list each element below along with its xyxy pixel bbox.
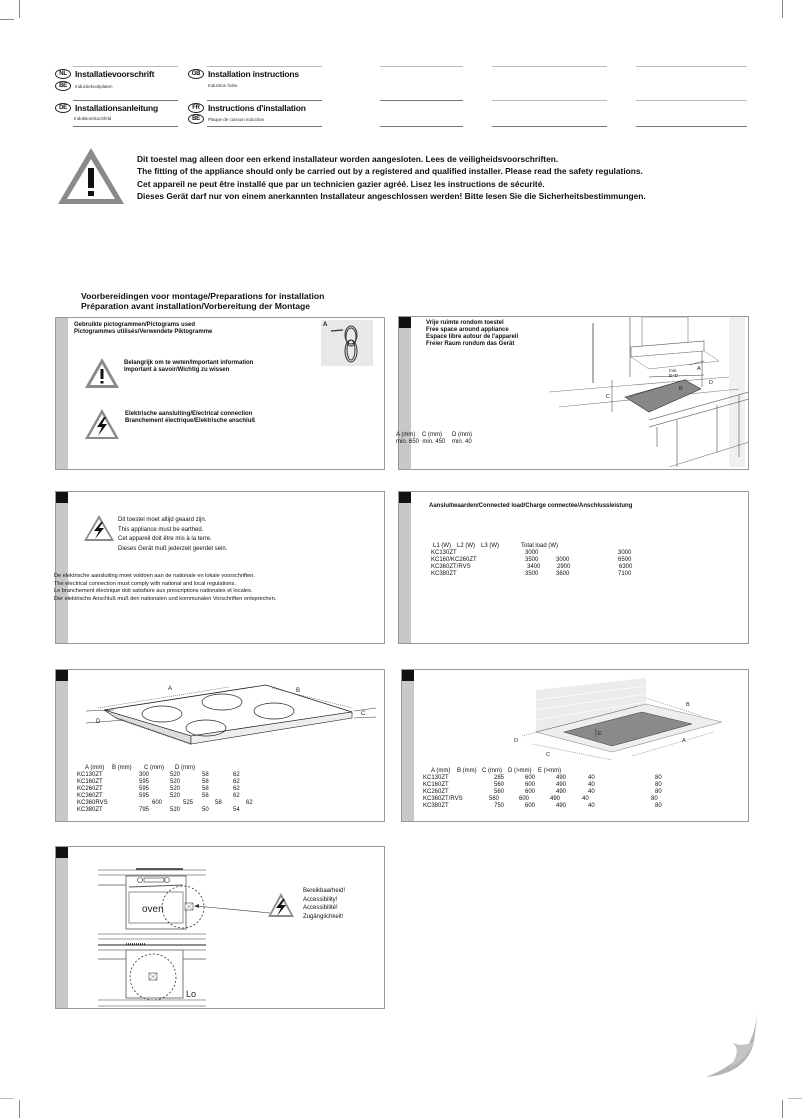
connected-load-title: Aansluitwaarden/Connected load/Charge connectée/Anschlussleistung <box>429 503 633 509</box>
l2-value: 3000 <box>556 557 570 563</box>
pictograms-title-line1: Gebruikte pictogrammen/Pictograms used <box>74 322 196 328</box>
pictogram-important-line1: Belangrijk om te weten/Important information <box>124 360 254 366</box>
b-value: 520 <box>170 807 181 813</box>
svg-text:A: A <box>697 366 701 372</box>
model: KC160ZT <box>423 782 449 788</box>
c-value: 490 <box>556 789 567 795</box>
pictogram-electrical <box>125 411 255 425</box>
brand-swoosh-icon <box>700 1005 765 1085</box>
c-value: 58 <box>202 786 209 792</box>
model: KC130ZT <box>431 550 457 556</box>
e-value: 80 <box>655 782 662 788</box>
accessibility-diagram <box>86 857 386 1007</box>
header-c: C (mm) <box>482 768 502 774</box>
svg-text:D: D <box>96 719 101 725</box>
section-title-line1: Voorbereidingen voor montage/Preparations for installation <box>81 291 325 301</box>
cable-icon <box>329 323 369 365</box>
b-value: 520 <box>170 779 181 785</box>
svg-text:Lo: Lo <box>186 989 197 999</box>
c-value: 490 <box>556 803 567 809</box>
c-value: 58 <box>202 772 209 778</box>
a-value: 595 <box>139 779 150 785</box>
table-row <box>423 796 683 803</box>
d-value: 62 <box>233 772 240 778</box>
header-total: Total load (W) <box>521 543 559 549</box>
crop-mark <box>782 1100 783 1118</box>
warning-line-nl: Dit toestel mag alleen door een erkend installateur worden aangesloten. Lees de veiligheidsvoorschriften. <box>137 154 559 164</box>
regulation-fr: Le branchement électrique doit satisfaire aux prescriptions nationales et locales. <box>54 588 253 595</box>
header-e: E (>mm) <box>538 768 562 774</box>
nl-badge: NL <box>55 69 71 79</box>
table-row <box>77 779 277 786</box>
hob-dimensions-table <box>77 765 277 814</box>
e-value: 80 <box>655 789 662 795</box>
model: KC260ZT <box>77 786 103 792</box>
section-title-line2: Préparation avant installation/Vorbereitung der Montage <box>81 301 311 311</box>
e-value: 80 <box>655 775 662 781</box>
header-d: D (>mm) <box>508 768 532 774</box>
model: KC360ZT <box>77 793 103 799</box>
crop-mark <box>0 1098 14 1099</box>
b-value: 600 <box>525 775 536 781</box>
model: KC130ZT <box>423 775 449 781</box>
de-badge: DE <box>55 103 71 113</box>
d-value: 40 <box>588 782 595 788</box>
d-value: 40 <box>588 803 595 809</box>
c-value: 50 <box>202 807 209 813</box>
electrical-regulations <box>54 573 276 604</box>
c-value: 490 <box>556 782 567 788</box>
accessibility-line-fr: Accessibilité! <box>303 905 338 911</box>
d-value: 62 <box>233 793 240 799</box>
c-value: 58 <box>202 793 209 799</box>
d-value: 62 <box>233 779 240 785</box>
table-row <box>423 782 683 789</box>
pictogram-important-line2: Important à savoir/Wichtig zu wissen <box>124 367 230 373</box>
model: KC380ZT <box>77 807 103 813</box>
free-space-line-fr: Espace libre autour de l'appareil <box>426 334 519 340</box>
crop-mark <box>19 0 20 18</box>
free-space-line-de: Freier Raum rundum das Gerät <box>426 341 515 347</box>
table-row <box>423 775 683 782</box>
header-l3: L3 (W) <box>481 543 499 549</box>
accessibility-panel <box>55 846 385 1009</box>
b-value: 600 <box>525 803 536 809</box>
de-subtitle: Induktionskochfeld <box>74 116 112 121</box>
total-value: 7100 <box>618 571 632 577</box>
cutout-diagram <box>502 674 722 762</box>
svg-text:B+D: B+D <box>669 373 678 378</box>
d-value: 54 <box>233 807 240 813</box>
model: KC380ZT <box>423 803 449 809</box>
e-value: 80 <box>655 803 662 809</box>
table-row <box>431 564 691 571</box>
free-space-line-nl: Vrije ruimte rondom toestel <box>426 320 504 326</box>
table-row <box>423 803 683 810</box>
header-c: C (mm) <box>422 432 443 438</box>
table-row <box>431 550 691 557</box>
electrical-hazard-icon <box>84 408 120 440</box>
a-value: 595 <box>139 786 150 792</box>
header-d: D (mm) <box>175 765 195 771</box>
warning-line-en: The fitting of the appliance should only be carried out by a registered and qualified installer. Please read the safety regulations. <box>137 166 643 177</box>
model: KC130ZT <box>77 772 103 778</box>
cable-label: A <box>323 322 328 328</box>
connected-load-panel <box>398 491 749 644</box>
regulation-nl: De elektrische aansluiting moet voldoen aan de nationale en lokale voorschriften. <box>54 573 255 579</box>
pictogram-electrical-line2: Branchement électrique/Elektrische anschluß <box>125 418 256 424</box>
table-header <box>423 768 683 775</box>
l2-value: 3600 <box>556 571 570 577</box>
table-row <box>423 789 683 796</box>
svg-text:C: C <box>361 711 366 717</box>
hob-dimensions-diagram <box>86 678 376 758</box>
regulation-en: The electrical connection must comply with national and local regulations. <box>54 580 236 587</box>
fr-subtitle: Plaque de cuisson induction <box>208 116 265 122</box>
d-value: 62 <box>233 786 240 792</box>
e-value: 80 <box>651 796 658 802</box>
free-space-headers <box>396 432 472 439</box>
electrical-hazard-icon <box>83 514 115 542</box>
crop-mark <box>782 0 783 18</box>
header-b: B (mm) <box>112 765 132 771</box>
table-header <box>77 765 277 772</box>
b-value: 520 <box>170 772 181 778</box>
language-de <box>55 103 158 113</box>
svg-text:B: B <box>679 386 683 392</box>
header-a: A (mm) <box>431 768 451 774</box>
crop-mark <box>0 19 14 20</box>
model: KC380ZT <box>431 571 457 577</box>
svg-text:C: C <box>606 394 610 400</box>
free-space-values <box>396 432 472 446</box>
d-value: 40 <box>588 789 595 795</box>
total-value: 6300 <box>619 564 633 570</box>
b-value: 600 <box>525 789 536 795</box>
table-row <box>77 807 277 814</box>
language-be-fr <box>188 114 264 124</box>
svg-text:D: D <box>709 380 713 386</box>
d-value: 40 <box>588 775 595 781</box>
earthing-line-de: Dieses Gerät muß jederzeit geerdet sein. <box>118 545 228 552</box>
value-a: min. 650 <box>396 439 420 446</box>
svg-text:A: A <box>168 686 173 692</box>
b-value: 520 <box>170 793 181 799</box>
language-be <box>55 81 113 91</box>
warning-triangle-icon <box>56 146 126 206</box>
a-value: 560 <box>494 789 505 795</box>
warning-line-de: Dieses Gerät darf nur von einem anerkannten Installateur angeschlossen werden! Bitte lesen Sie die Sicherheitsbestimmungen. <box>137 191 646 202</box>
a-value: 560 <box>494 782 505 788</box>
svg-text:D: D <box>514 738 518 744</box>
d-value: 40 <box>582 796 589 802</box>
nl-subtitle: Inductiekookplaten <box>75 83 113 89</box>
regulation-de: Der elektrische Anschluß muß den nationalen und kommunalen Vorschriften entsprechen. <box>54 596 277 603</box>
free-space-panel <box>398 316 749 470</box>
svg-text:oven: oven <box>142 904 164 915</box>
header-l2: L2 (W) <box>457 543 475 549</box>
pictogram-important <box>124 360 253 374</box>
pictogram-electrical-line1: Elektrische aansluiting/Electrical connection <box>125 411 253 417</box>
pictograms-title <box>74 322 212 336</box>
pictograms-title-line2: Pictogrammes utilisés/Verwendete Piktogramme <box>74 329 213 335</box>
earthing-panel <box>55 491 385 644</box>
pictograms-panel <box>55 317 385 470</box>
table-row <box>431 557 691 564</box>
table-row <box>77 793 277 800</box>
free-space-minimums <box>396 439 472 446</box>
be-badge: BE <box>55 81 71 91</box>
crop-mark <box>19 1100 20 1118</box>
safety-warning <box>137 153 646 203</box>
header-a: A (mm) <box>396 432 416 438</box>
d-value: 62 <box>246 800 253 806</box>
header-a: A (mm) <box>85 765 105 771</box>
total-value: 3000 <box>618 550 632 556</box>
accessibility-notice <box>303 887 345 921</box>
svg-text:E: E <box>598 731 602 737</box>
l1-value: 3400 <box>527 564 541 570</box>
model: KC260ZT <box>423 789 449 795</box>
a-value: 600 <box>152 800 163 806</box>
cutout-table <box>423 768 683 810</box>
a-value: 300 <box>139 772 150 778</box>
warning-triangle-icon <box>84 357 120 389</box>
gb-badge: GB <box>188 69 204 79</box>
header-l1: L1 (W) <box>433 543 451 549</box>
earthing-line-fr: Cet appareil doit être mis à la terre. <box>118 536 212 543</box>
nl-title: Installatievoorschrift <box>75 69 155 79</box>
table-row <box>77 772 277 779</box>
c-value: 490 <box>550 796 561 802</box>
header-c: C (mm) <box>144 765 164 771</box>
svg-text:C: C <box>546 752 550 758</box>
b-value: 600 <box>525 782 536 788</box>
fr-badge: FR <box>188 103 204 113</box>
connected-load-table <box>431 543 691 578</box>
hob-dimensions-panel <box>55 669 385 822</box>
c-value: 58 <box>202 779 209 785</box>
accessibility-line-nl: Bereikbaarheid! <box>303 888 346 894</box>
model: KC360ZT/RVS <box>423 796 463 802</box>
l1-value: 3500 <box>525 557 539 563</box>
language-gb <box>188 69 299 79</box>
gb-title: Installation instructions <box>208 69 299 79</box>
model: KC160/KC260ZT <box>431 557 477 563</box>
c-value: 58 <box>215 800 222 806</box>
model: KC160ZT <box>77 779 103 785</box>
cutout-panel <box>401 669 749 822</box>
a-value: 750 <box>494 803 505 809</box>
svg-text:B: B <box>296 688 301 694</box>
table-row <box>77 786 277 793</box>
earthing-line-nl: Dit toestel moet altijd geaard zijn. <box>118 517 207 523</box>
earthing-line-en: This appliance must be earthed. <box>118 526 204 533</box>
accessibility-line-en: Accessibility! <box>303 896 338 903</box>
a-value: 560 <box>489 796 500 802</box>
accessibility-line-de: Zugänglichkeit! <box>303 913 344 920</box>
b-value: 600 <box>519 796 530 802</box>
a-value: 595 <box>139 793 150 799</box>
gb-subtitle: Induction hobs <box>208 83 238 88</box>
electrical-hazard-icon <box>267 892 295 918</box>
kitchen-clearance-diagram <box>549 317 749 469</box>
a-value: 285 <box>494 775 505 781</box>
fr-title: Instructions d'installation <box>208 103 306 113</box>
svg-text:A: A <box>682 738 686 744</box>
free-space-line-en: Free space around appliance <box>426 327 509 333</box>
model: KC360RVS <box>77 800 108 806</box>
l2-value: 2900 <box>557 564 571 570</box>
header-d: D (mm) <box>452 432 473 438</box>
b-value: 520 <box>170 786 181 792</box>
de-title: Installationsanleitung <box>75 103 158 113</box>
l1-value: 3500 <box>525 571 539 577</box>
free-space-title <box>426 320 518 348</box>
warning-line-fr: Cet appareil ne peut être installé que par un technicien gazier agréé. Lisez les instructions de sécurité. <box>137 178 545 189</box>
earthing-notice <box>118 516 227 554</box>
c-value: 490 <box>556 775 567 781</box>
table-row <box>431 571 691 578</box>
section-title <box>81 291 324 311</box>
header-b: B (mm) <box>457 768 477 774</box>
model: KC360ZT/RVS <box>431 564 471 570</box>
language-fr <box>188 103 306 113</box>
value-d: min. 40 <box>452 439 472 446</box>
cable-image <box>321 320 373 366</box>
table-header <box>431 543 691 550</box>
language-nl <box>55 69 154 79</box>
be-badge: BE <box>188 114 204 124</box>
value-c: min. 450 <box>422 439 446 446</box>
crop-mark <box>788 1098 802 1099</box>
svg-text:min.: min. <box>669 368 678 373</box>
table-row <box>77 800 277 807</box>
svg-text:B: B <box>686 702 690 708</box>
b-value: 525 <box>183 800 194 806</box>
a-value: 795 <box>139 807 150 813</box>
total-value: 6500 <box>618 557 632 563</box>
l1-value: 3000 <box>525 550 539 556</box>
